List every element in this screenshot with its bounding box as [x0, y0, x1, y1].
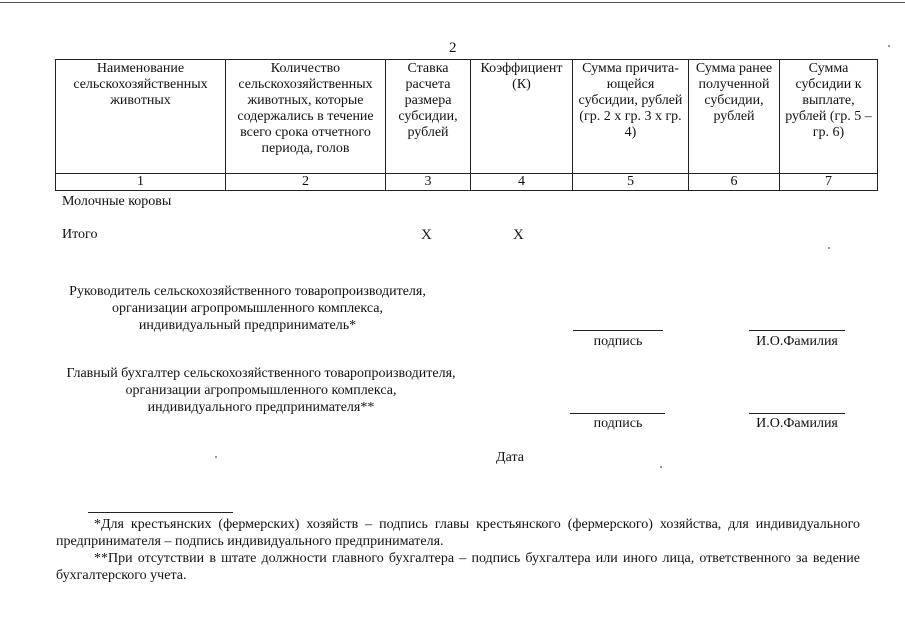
- accountant-name-caption: И.О.Фамилия: [756, 416, 838, 431]
- total-rate-x-mark: Х: [421, 227, 432, 243]
- column-number: 6: [689, 174, 780, 191]
- page-number: 2: [449, 40, 457, 56]
- column-number: 7: [780, 174, 878, 191]
- footnote-separator: [88, 512, 233, 513]
- column-number: 5: [573, 174, 689, 191]
- header-animal-name: Наименование сельскохозяйственных животных: [56, 60, 226, 174]
- header-subsidy-due: Сумма причита-ющейся субсидии, рублей (гр. 2 х гр. 3 х гр. 4): [573, 60, 689, 174]
- head-title-line2: организации агропромышленного комплекса,: [112, 301, 383, 316]
- scan-speck: [888, 45, 890, 47]
- column-number: 3: [386, 174, 471, 191]
- footnote-2: **При отсутствии в штате должности главного бухгалтера – подпись бухгалтера или иного лица, ответственного за ведение бухгалтерского учета.: [56, 551, 860, 583]
- accountant-signature-caption: подпись: [593, 416, 643, 431]
- accountant-title-line2: организации агропромышленного комплекса,: [125, 383, 397, 398]
- head-name-caption: И.О.Фамилия: [756, 334, 838, 349]
- scan-speck: [660, 466, 662, 468]
- accountant-signature-block: [51, 365, 471, 416]
- row-label-total: Итого: [62, 227, 98, 242]
- column-number-row: [56, 174, 878, 191]
- subsidy-table: [55, 59, 878, 191]
- header-coefficient: Коэффициент (К): [471, 60, 573, 174]
- accountant-title-line3: индивидуального предпринимателя**: [147, 400, 375, 415]
- head-name-line: [749, 330, 845, 331]
- header-animal-count: Количество сельскохозяйственных животных, которые содержались в течение всего срока отчетного периода, голов: [226, 60, 386, 174]
- head-signature-line: [573, 330, 663, 331]
- head-signature-caption: подпись: [593, 334, 643, 349]
- row-label-dairy-cows: Молочные коровы: [62, 194, 172, 209]
- header-rate: Ставка расчета размера субсидии, рублей: [386, 60, 471, 174]
- scan-speck: [828, 247, 830, 249]
- footnote-1: *Для крестьянских (фермерских) хозяйств – подпись главы крестьянского (фермерского) хозяйства, для индивидуального предпринимателя – подпись индивидуального предпринимателя.: [56, 517, 860, 549]
- total-coefficient-x-mark: Х: [513, 227, 524, 243]
- header-subsidy-received: Сумма ранее полученной субсидии, рублей: [689, 60, 780, 174]
- head-title-line1: Руководитель сельскохозяйственного товаропроизводителя,: [69, 284, 426, 299]
- column-number: 1: [56, 174, 226, 191]
- top-border-line: [0, 2, 905, 3]
- accountant-title-line1: Главный бухгалтер сельскохозяйственного товаропроизводителя,: [66, 366, 456, 381]
- date-label: Дата: [496, 450, 524, 465]
- accountant-signature-line: [570, 413, 665, 414]
- accountant-name-line: [749, 413, 845, 414]
- column-number: 2: [226, 174, 386, 191]
- head-title-line3: индивидуальный предприниматель*: [138, 318, 357, 333]
- scan-speck: [215, 456, 217, 458]
- table-header-row: [56, 60, 878, 174]
- column-number: 4: [471, 174, 573, 191]
- header-subsidy-payable: Сумма субсидии к выплате, рублей (гр. 5 – гр. 6): [780, 60, 878, 174]
- head-signature-block: [55, 283, 440, 334]
